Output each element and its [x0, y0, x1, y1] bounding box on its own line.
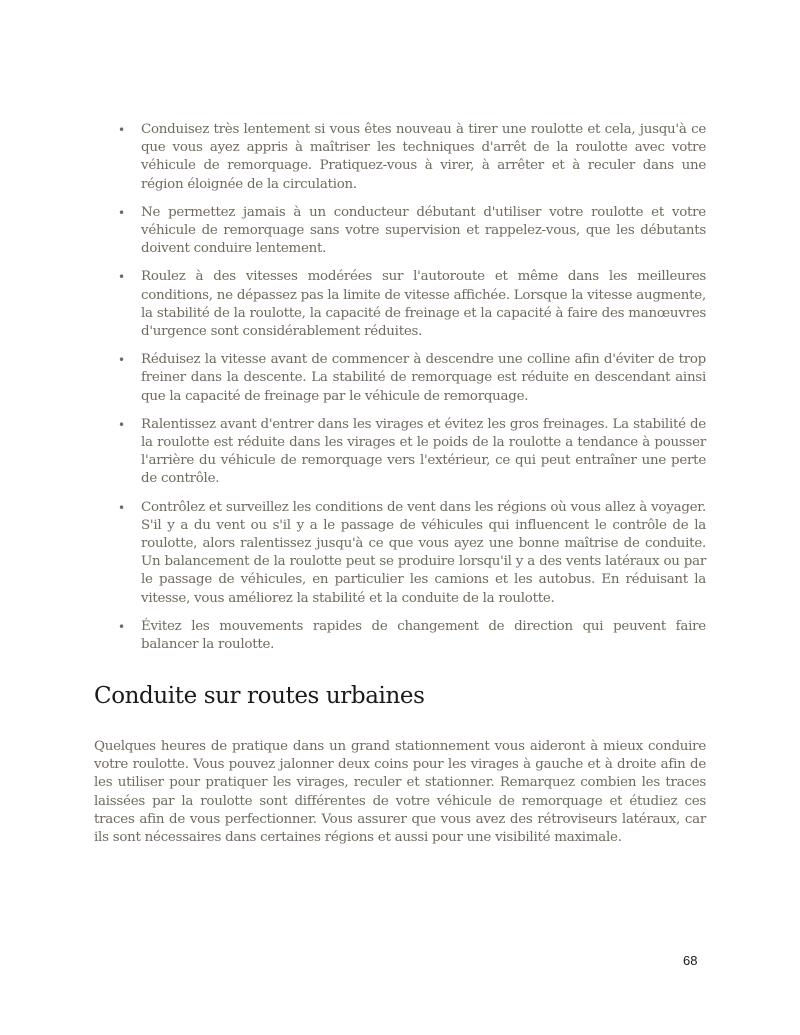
bullet-item	[118, 268, 706, 341]
bullet-icon: •	[118, 500, 125, 515]
bullet-item	[118, 351, 706, 406]
bullet-icon: •	[118, 619, 125, 634]
bullet-list	[118, 121, 706, 664]
bullet-text: Évitez les mouvements rapides de changement de direction qui peuvent faire balancer la roulotte.	[141, 618, 706, 653]
bullet-icon: •	[118, 205, 125, 220]
bullet-text: Réduisez la vitesse avant de commencer à descendre une colline afin d'éviter de trop freiner dans la descente. La stabilité de remorquage est réduite en descendant ainsi que la capacité de freinage par le véhicule de remorquage.	[141, 352, 706, 404]
bullet-icon: •	[118, 417, 125, 432]
bullet-item	[118, 499, 706, 608]
bullet-icon: •	[118, 353, 125, 368]
bullet-text: Roulez à des vitesses modérées sur l'autoroute et même dans les meilleures conditions, ne dépassez pas la limite de vitesse affichée. Lorsque la vitesse augmente, la stabilité de la roulotte, la capacité de freinage et la capacité à faire des manœuvres d'urgence sont considérablement réduites.	[141, 269, 706, 340]
page-number: 68	[683, 953, 698, 968]
section-paragraph: Quelques heures de pratique dans un grand stationnement vous aideront à mieux conduire votre roulotte. Vous pouvez jalonner deux coins pour les virages à gauche et à droite afin de les utiliser pour pratiquer les virages, reculer et stationner. Remarquez combien les traces laissées par la roulotte sont différentes de votre véhicule de remorquage et étudiez ces traces afin de vous perfectionner. Vous assurer que vous avez des rétroviseurs latéraux, car ils sont nécessaires dans certaines régions et aussi pour une visibilité maximale.	[94, 739, 706, 846]
bullet-text: Ralentissez avant d'entrer dans les virages et évitez les gros freinages. La stabilité de la roulotte est réduite dans les virages et le poids de la roulotte a tendance à pousser l'arrière du véhicule de remorquage vers l'extérieur, ce qui peut entraîner une perte de contrôle.	[141, 416, 706, 487]
bullet-item	[118, 121, 706, 194]
bullet-text: Ne permettez jamais à un conducteur débutant d'utiliser votre roulotte et votre véhicule de remorquage sans votre supervision et rappelez-vous, que les débutants doivent conduire lentement.	[141, 204, 706, 257]
bullet-item	[118, 204, 706, 259]
bullet-item	[118, 416, 706, 489]
bullet-icon: •	[118, 123, 125, 137]
bullet-text: Conduisez très lentement si vous êtes nouveau à tirer une roulotte et cela, jusqu'à ce que vous ayez appris à maîtriser les techniques d'arrêt de la roulotte avec votre véhicule de remorquage. Pratiquez-vous à virer, à arrêter et à reculer dans une région éloignée de la circulation.	[141, 122, 706, 192]
bullet-icon: •	[118, 270, 125, 285]
section-heading: Conduite sur routes urbaines	[94, 683, 425, 709]
bullet-text: Contrôlez et surveillez les conditions de vent dans les régions où vous allez à voyager. S'il y a du vent ou s'il y a le passage de véhicules qui influencent le contrôle de la roulotte, alors ralentissez jusqu'à ce que vous ayez une bonne maîtrise de conduite. Un balancement de la roulotte peut se produire lorsqu'il y a des vents latéraux ou par le passage de véhicules, en particulier les camions et les autobus. En réduisant la vitesse, vous améliorez la stabilité et la conduite de la roulotte.	[141, 499, 706, 606]
bullet-item	[118, 618, 706, 654]
